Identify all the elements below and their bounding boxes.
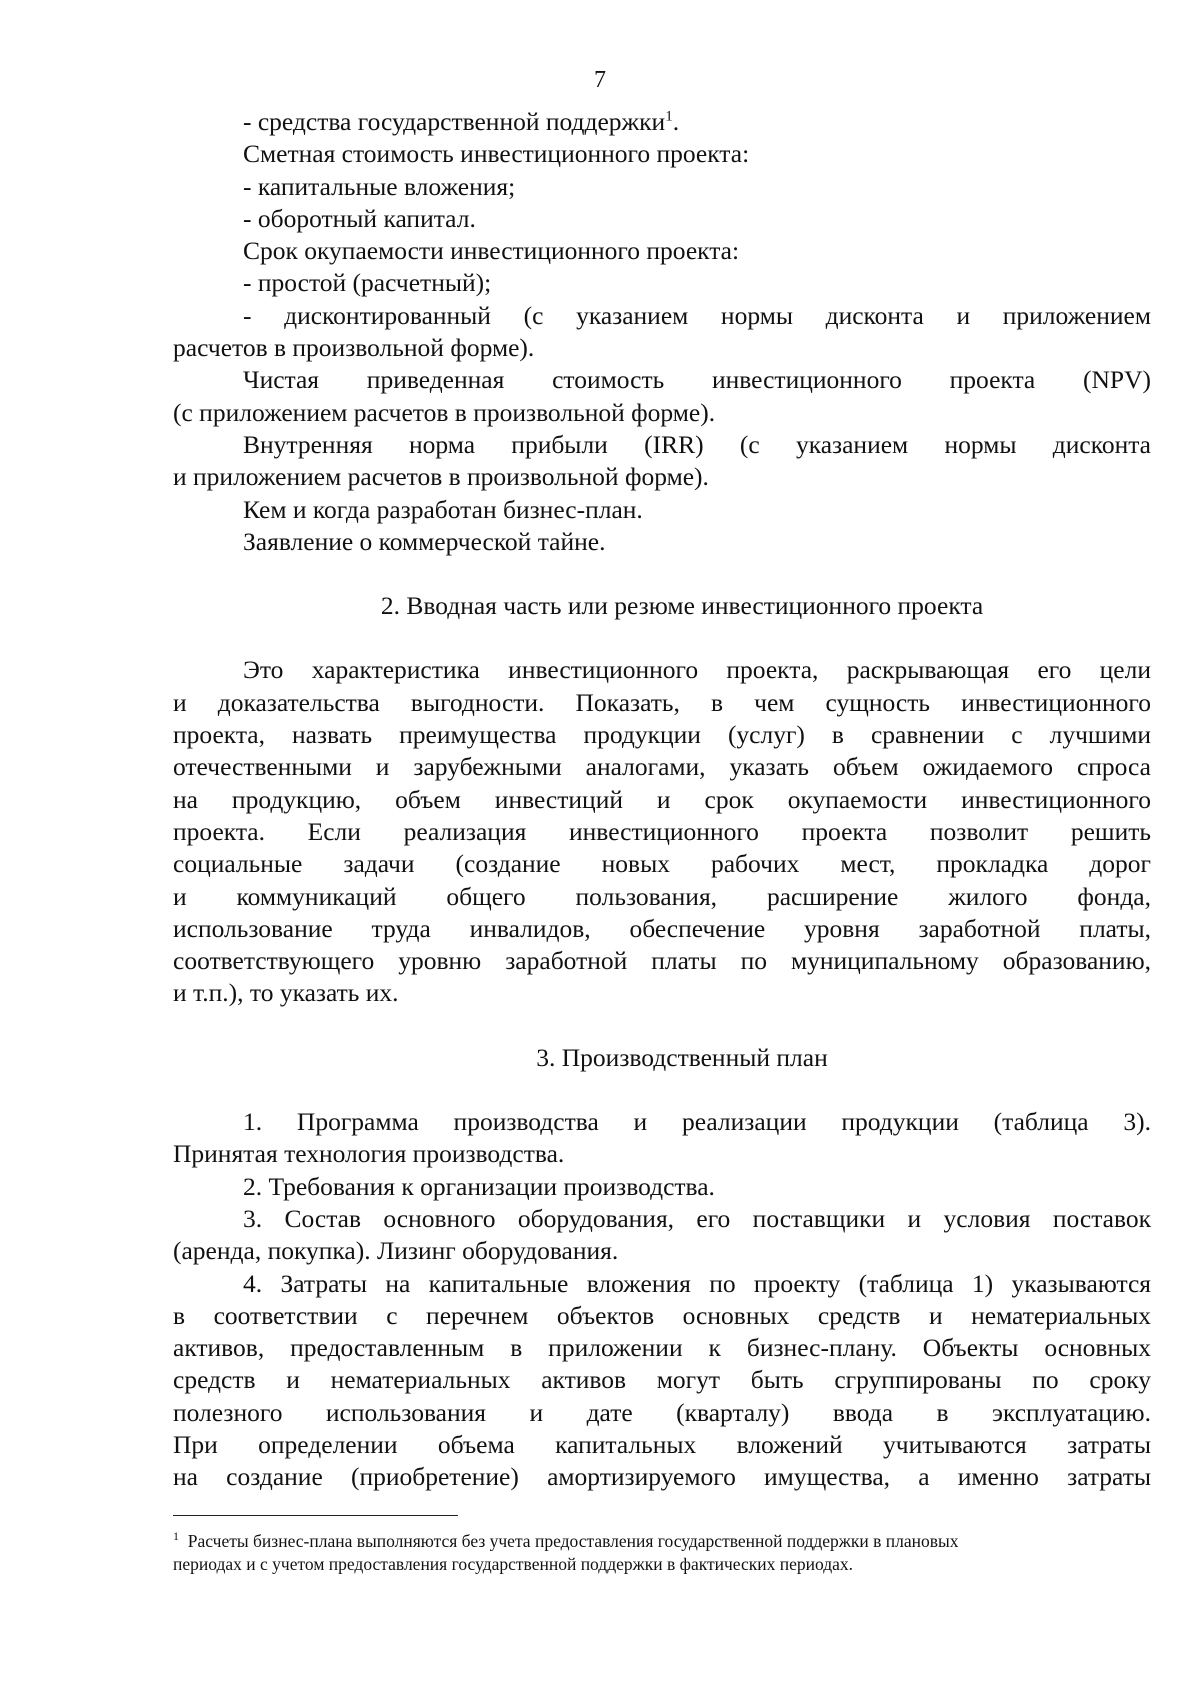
line-text: - средства государственной поддержки [243,107,666,136]
text-line [173,397,1151,429]
spacer [173,1074,1151,1106]
line-punctuation: . [672,107,680,136]
line-text: проекта. Если реализация инвестиционного проекта позволит решить [173,816,1151,846]
text-line [173,494,1151,526]
text-line [173,945,1151,977]
line-text: на продукцию, объем инвестиций и срок окупаемости инвестиционного [173,784,1151,814]
text-line [173,1397,1151,1429]
text-line [173,106,1151,138]
line-text: 3. Состав основного оборудования, его поставщики и условия поставок [243,1203,1151,1233]
line-text: Принятая технология производства. [173,1139,565,1169]
spacer [173,622,1151,654]
line-text: средств и нематериальных активов могут быть сгруппированы по сроку [173,1365,1151,1395]
page-number: 7 [594,67,606,93]
text-line [173,881,1151,913]
text-line [173,461,1151,493]
line-text: - простой (расчетный); [243,268,492,298]
line-text: соответствующего уровню заработной платы по муниципальному образованию, [173,946,1151,976]
spacer [173,1010,1151,1042]
line-text: Заявление о коммерческой тайне. [243,526,606,556]
text-line [173,687,1151,719]
text-line [173,1203,1151,1235]
line-text: и коммуникаций общего пользования, расширение жилого фонда, [173,881,1151,911]
text-line [173,784,1151,816]
line-text: Срок окупаемости инвестиционного проекта: [243,236,740,266]
line-text: (с приложением расчетов в произвольной форме). [173,397,716,427]
footnote-text: периодах и с учетом предоставления государственной поддержки в фактических периодах. [173,1554,854,1574]
section-2-heading: 2. Вводная часть или резюме инвестиционного проекта [380,591,984,621]
footnote-line [173,1530,1151,1553]
body-text [173,106,1151,1494]
section-2-paragraph [173,654,1151,1009]
text-line [173,977,1151,1009]
section-3-heading: 3. Производственный план [536,1042,828,1072]
line-text: 4. Затраты на капитальные вложения по проекту (таблица 1) указываются [243,1268,1151,1298]
footnote-reference: 1 [665,108,673,125]
text-line [173,332,1151,364]
text-line [173,1171,1151,1203]
text-line [173,1300,1151,1332]
text-line [173,364,1151,396]
text-line [173,526,1151,558]
line-text: (аренда, покупка). Лизинг оборудования. [173,1236,619,1266]
text-line [173,1364,1151,1396]
line-text: проекта, назвать преимущества продукции (услуг) в сравнении с лучшими [173,720,1151,750]
line-text: 1. Программа производства и реализации продукции (таблица 3). [243,1107,1151,1137]
text-line [173,1429,1151,1461]
line-text: на создание (приобретение) амортизируемого имущества, а именно затраты [173,1462,1151,1492]
line-text: При определении объема капитальных вложений учитываются затраты [173,1429,1151,1459]
text-line [173,1235,1151,1267]
line-text: и т.п.), то указать их. [173,978,399,1008]
spacer [173,558,1151,590]
line-text: в соответствии с перечнем объектов основных средств и нематериальных [173,1300,1151,1330]
line-text: - капитальные вложения; [243,171,516,201]
line-text: Сметная стоимость инвестиционного проекта: [243,139,750,169]
text-line [173,848,1151,880]
text-line [173,654,1151,686]
text-line [173,235,1151,267]
line-text: Это характеристика инвестиционного проекта, раскрывающая его цели [243,655,1151,685]
text-line [173,1332,1151,1364]
text-line [173,171,1151,203]
text-line [173,300,1151,332]
line-text: отечественными и зарубежными аналогами, указать объем ожидаемого спроса [173,752,1151,782]
line-text: использование труда инвалидов, обеспечение уровня заработной платы, [173,913,1151,943]
text-line [173,816,1151,848]
text-line [173,719,1151,751]
text-line [173,138,1151,170]
text-line [173,203,1151,235]
line-text: расчетов в произвольной форме). [173,333,535,363]
line-text: и приложением расчетов в произвольной форме). [173,462,709,492]
line-text: Чистая приведенная стоимость инвестиционного проекта (NPV) [243,365,1151,395]
footnote-line [173,1553,1151,1576]
text-line [173,1268,1151,1300]
line-text: Кем и когда разработан бизнес-план. [243,494,643,524]
line-text: полезного использования и дате (кварталу) ввода в эксплуатацию. [173,1397,1151,1427]
text-line [173,1138,1151,1170]
line-text: активов, предоставленным в приложении к бизнес-плану. Объекты основных [173,1333,1151,1363]
line-text: социальные задачи (создание новых рабочих мест, прокладка дорог [173,849,1151,879]
text-line [173,751,1151,783]
footnote-divider [173,1515,458,1516]
text-line [173,1106,1151,1138]
summary-list [173,106,1151,558]
footnote-marker: 1 [173,1529,179,1544]
line-text: - дисконтированный (с указанием нормы дисконта и приложением [243,300,1151,330]
section-3-paragraphs [173,1106,1151,1494]
line-text: Внутренняя норма прибыли (IRR) (с указанием нормы дисконта [243,429,1151,459]
line-text: 2. Требования к организации производства. [243,1171,715,1201]
line-text: - оборотный капитал. [243,203,476,233]
line-text: и доказательства выгодности. Показать, в чем сущность инвестиционного [173,687,1151,717]
text-line [173,429,1151,461]
text-line [173,267,1151,299]
footnote-text: Расчеты бизнес-плана выполняются без учета предоставления государственной поддержки в плановых [187,1531,959,1551]
text-line [173,1461,1151,1493]
footnote [173,1530,1151,1576]
text-line [173,913,1151,945]
